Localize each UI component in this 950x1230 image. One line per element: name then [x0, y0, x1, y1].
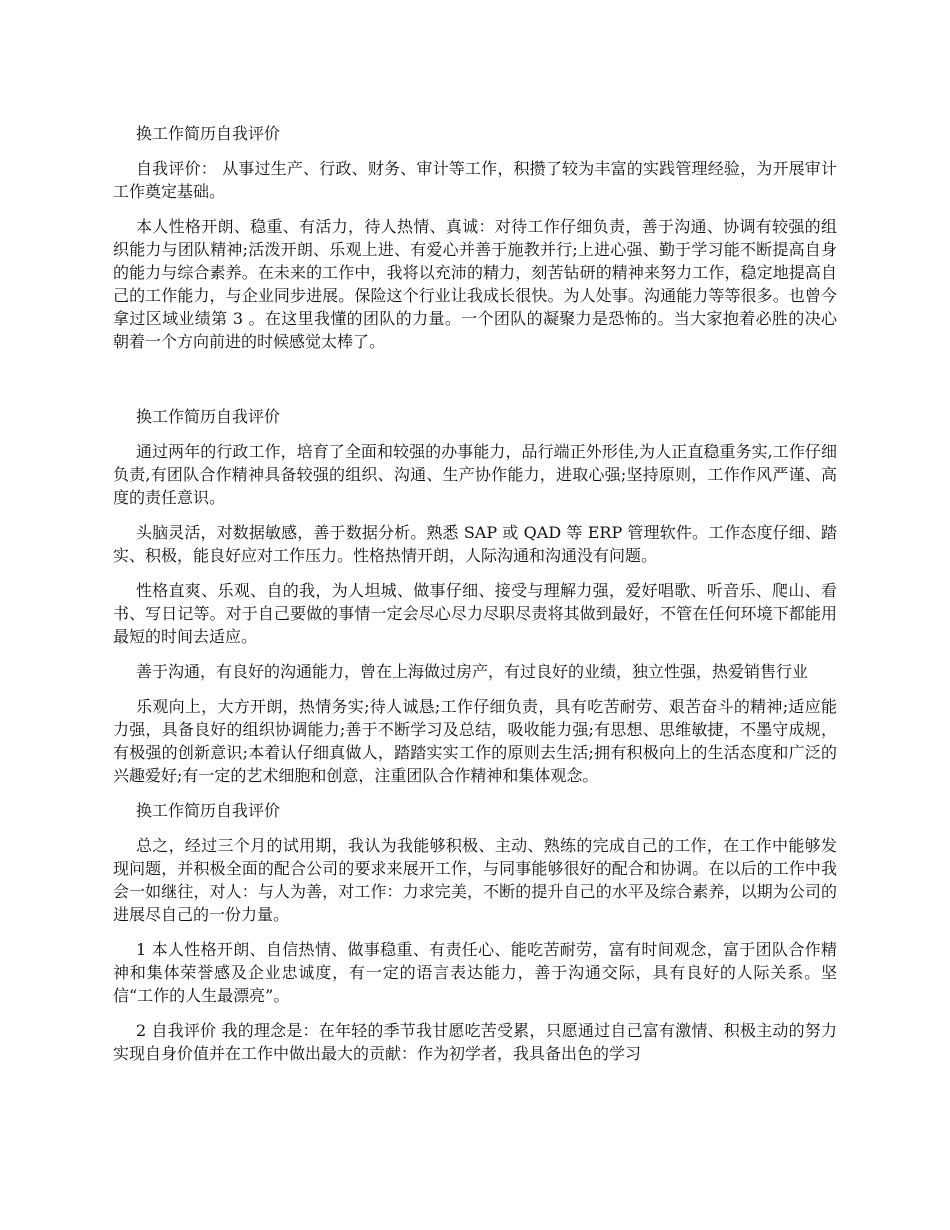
paragraph: 2 自我评价 我的理念是：在年轻的季节我甘愿吃苦受累，只愿通过自己富有激情、积极主动的努力实现自身价值并在工作中做出最大的贡献：作为初学者，我具备出色的学习 — [113, 1021, 837, 1063]
paragraph: 本人性格开朗、稳重、有活力，待人热情、真诚：对待工作仔细负责，善于沟通、协调有较强的组织能力与团队精神;活泼开朗、乐观上进、有爱心并善于施教并行;上进心强、勤于学习能不断提高自身的能力与综合素养。在未来的工作中，我将以充沛的精力，刻苦钻研的精神来努力工作，稳定地提高自己的工作能力，与企业同步进展。保险这个行业让我成长很快。为人处事。沟通能力等等很多。也曾今拿过区域业绩第 3 。在这里我懂的团队的力量。一个团队的凝聚力是恐怖的。当大家抱着必胜的决心朝着一个方向前进的时候感觉太棒了。 — [113, 217, 837, 351]
paragraph: 头脑灵活，对数据敏感，善于数据分析。熟悉 SAP 或 QAD 等 ERP 管理软件。工作态度仔细、踏实、积极，能良好应对工作压力。性格热情开朗，人际沟通和沟通没有问题。 — [113, 523, 837, 565]
section-title: 换工作简历自我评价 — [136, 801, 281, 820]
paragraph: 乐观向上，大方开朗，热情务实;待人诚恳;工作仔细负责，具有吃苦耐劳、艰苦奋斗的精神;适应能力强，具备良好的组织协调能力;善于不断学习及总结，吸收能力强;有思想、思维敏捷，不墨守成规，有极强的创新意识;本着认仔细真做人，踏踏实实工作的原则去生活;拥有积极向上的生活态度和广泛的兴趣爱好;有一定的艺术细胞和创意，注重团队合作精神和集体观念。 — [113, 697, 837, 785]
paragraph: 通过两年的行政工作，培育了全面和较强的办事能力，品行端正外形佳,为人正直稳重务实,工作仔细负责,有团队合作精神具备较强的组织、沟通、生产协作能力，进取心强;坚持原则，工作作风严谨、高度的责任意识。 — [113, 442, 837, 507]
paragraph: 性格直爽、乐观、自的我，为人坦城、做事仔细、接受与理解力强，爱好唱歌、听音乐、爬山、看书、写日记等。对于自己要做的事情一定会尽心尽力尽职尽责将其做到最好，不管在任何环境下都能用最短的时间去适应。 — [113, 581, 837, 646]
paragraph: 自我评价： 从事过生产、行政、财务、审计等工作，积攒了较为丰富的实践管理经验，为开展审计工作奠定基础。 — [113, 159, 837, 201]
paragraph: 总之，经过三个月的试用期，我认为我能够积极、主动、熟练的完成自己的工作，在工作中能够发现问题，并积极全面的配合公司的要求来展开工作，与同事能够很好的配合和协调。在以后的工作中我会一如继往，对人：与人为善，对工作：力求完美，不断的提升自己的水平及综合素养，以期为公司的进展尽自己的一份力量。 — [113, 836, 837, 924]
section-title: 换工作简历自我评价 — [136, 124, 281, 143]
section-title: 换工作简历自我评价 — [136, 407, 281, 426]
paragraph: 善于沟通，有良好的沟通能力，曾在上海做过房产，有过良好的业绩，独立性强，热爱销售行业 — [136, 662, 809, 681]
document-body — [113, 122, 837, 1077]
paragraph: 1 本人性格开朗、自信热情、做事稳重、有责任心、能吃苦耐劳，富有时间观念，富于团队合作精神和集体荣誉感及企业忠诚度，有一定的语言表达能力，善于沟通交际，具有良好的人际关系。坚信“工作的人生最漂亮”。 — [113, 940, 837, 1005]
